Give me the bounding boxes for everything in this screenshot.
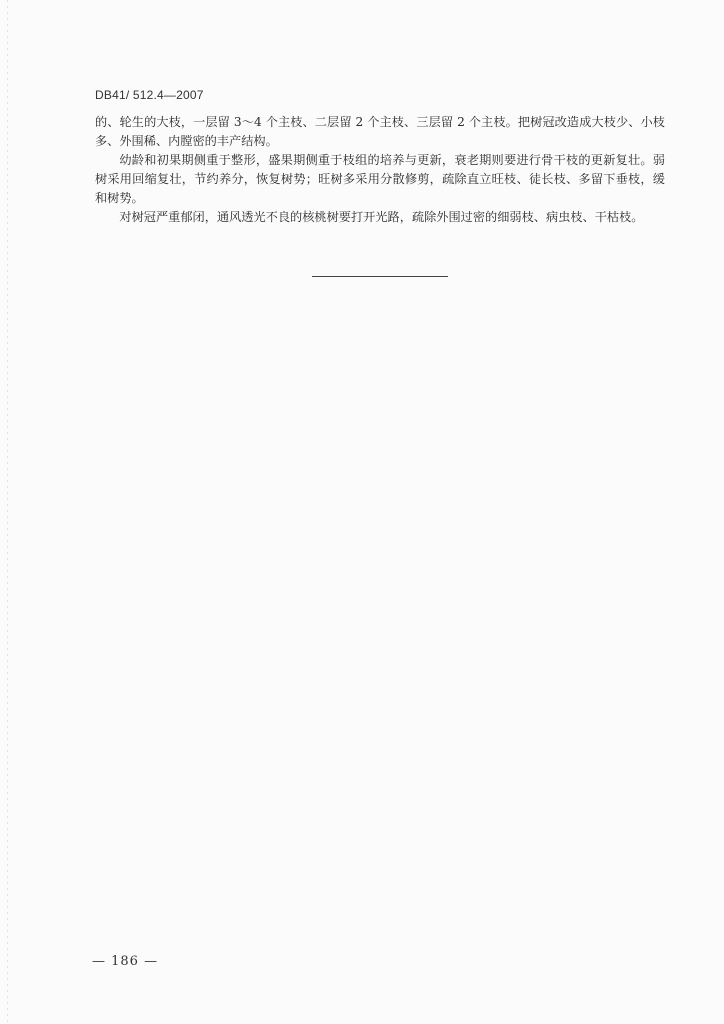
- page-number: — 186 —: [92, 954, 159, 969]
- paragraph-3: 对树冠严重郁闭，通风透光不良的核桃树要打开光路，疏除外围过密的细弱枝、病虫枝、干枯枝。: [119, 210, 644, 224]
- paragraph-1: 的、轮生的大枝，一层留 3～4 个主枝、二层留 2 个主枝、三层留 2 个主枝。把树冠改造成大枝少、小枝多、外围稀、内膛密的丰产结构。: [95, 115, 665, 148]
- end-of-section-rule: [312, 276, 448, 277]
- body-text: [95, 113, 665, 227]
- paragraph-2: 幼龄和初果期侧重于整形，盛果期侧重于枝组的培养与更新，衰老期则要进行骨干枝的更新复壮。弱树采用回缩复壮，节约养分，恢复树势；旺树多采用分散修剪，疏除直立旺枝、徒长枝、多留下垂枝，缓和树势。: [95, 153, 665, 205]
- scan-edge: [7, 0, 8, 1024]
- standard-code-header: DB41/ 512.4—2007: [95, 88, 204, 102]
